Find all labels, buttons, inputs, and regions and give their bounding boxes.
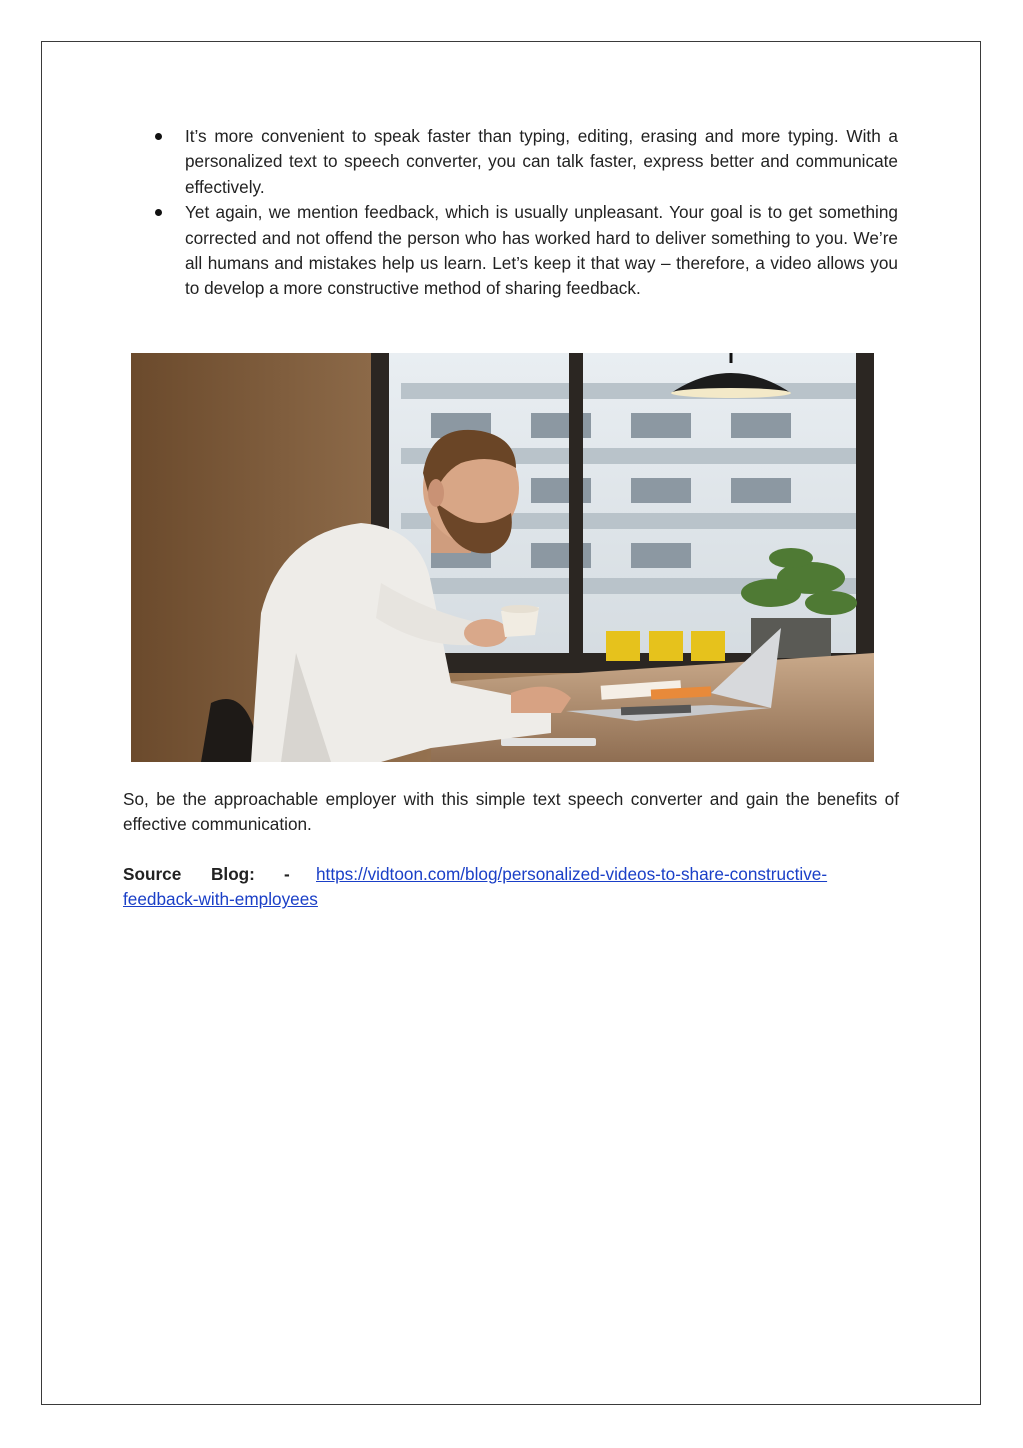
- source-label: [123, 862, 316, 887]
- source-link[interactable]: https://vidtoon.com/blog/personalized-videos-to-share-constructive-feedback-with-employees: [123, 864, 828, 910]
- bullet-text: Yet again, we mention feedback, which is usually unpleasant. Your goal is to get something corrected and not offend the person who has worked hard to deliver something to you. We’re all humans and mistakes help us learn. Let’s keep it that way – therefore, a video allows you to develop a more constructive method of sharing feedback.: [185, 202, 898, 299]
- bullet-icon: [155, 209, 162, 216]
- closing-paragraph: So, be the approachable employer with this simple text speech converter and gain the benefits of effective communication.: [123, 789, 899, 835]
- bullet-item: [150, 124, 898, 200]
- bullet-icon: [155, 133, 162, 140]
- bullet-text: It’s more convenient to speak faster than typing, editing, erasing and more typing. With a personalized text to speech converter, you can talk faster, express better and communicate effectively.: [185, 126, 898, 197]
- office-photo: [131, 353, 874, 762]
- source-label-word: Blog:: [211, 864, 255, 884]
- source-label-word: Source: [123, 864, 182, 884]
- bullet-item: [150, 200, 898, 302]
- source-line: [123, 862, 899, 913]
- source-label-dash: -: [284, 864, 290, 884]
- bullet-list: [150, 124, 898, 302]
